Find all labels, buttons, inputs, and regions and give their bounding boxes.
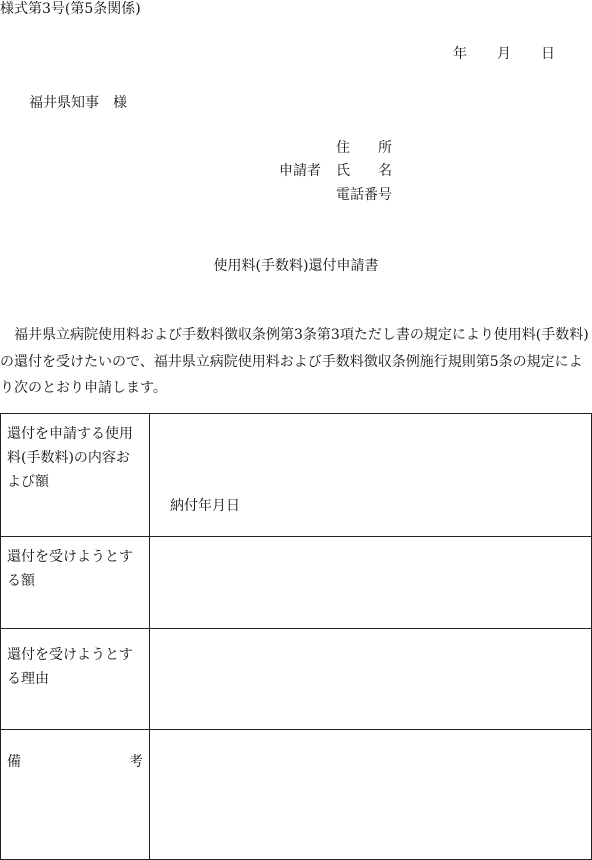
table-row [1, 730, 592, 860]
refund-reason-field[interactable] [150, 629, 592, 730]
remarks-label [7, 750, 143, 774]
refund-amount-label: 還付を受けようとする額 [1, 537, 150, 629]
table-row [1, 414, 592, 537]
document-body: 福井県立病院使用料および手数料徴収条例第3条第3項ただし書の規定により使用料(手数料)の還付を受けたいので、福井県立病院使用料および手数料徴収条例施行規則第5条の規定により次のとおり申請します。 [0, 327, 589, 396]
remarks-label-cell [1, 730, 150, 860]
applicant-name-label: 氏名 [336, 163, 420, 179]
addressee: 福井県知事 様 [29, 95, 127, 111]
remarks-label-left: 備 [7, 754, 21, 770]
date-day-label: 日 [541, 46, 555, 62]
refund-content-field[interactable] [150, 414, 592, 537]
refund-content-label: 還付を申請する使用料(手数料)の内容および額 [1, 414, 150, 537]
payment-date-label: 納付年月日 [170, 498, 240, 514]
date-year-label: 年 [453, 46, 467, 62]
form-number: 様式第3号(第5条関係) [0, 1, 141, 17]
applicant-phone-label: 電話番号 [336, 187, 392, 203]
refund-amount-field[interactable] [150, 537, 592, 629]
date-month-label: 月 [497, 46, 511, 62]
applicant-address-label: 住所 [336, 140, 420, 156]
applicant-role-label: 申請者 [279, 163, 321, 179]
table-row [1, 629, 592, 730]
remarks-field[interactable] [150, 730, 592, 860]
table-row [1, 537, 592, 629]
refund-reason-label: 還付を受けようとする理由 [1, 629, 150, 730]
date-line [453, 47, 555, 61]
remarks-label-right: 考 [129, 754, 143, 770]
application-table [0, 413, 592, 860]
document-title: 使用料(手数料)還付申請書 [213, 258, 379, 274]
